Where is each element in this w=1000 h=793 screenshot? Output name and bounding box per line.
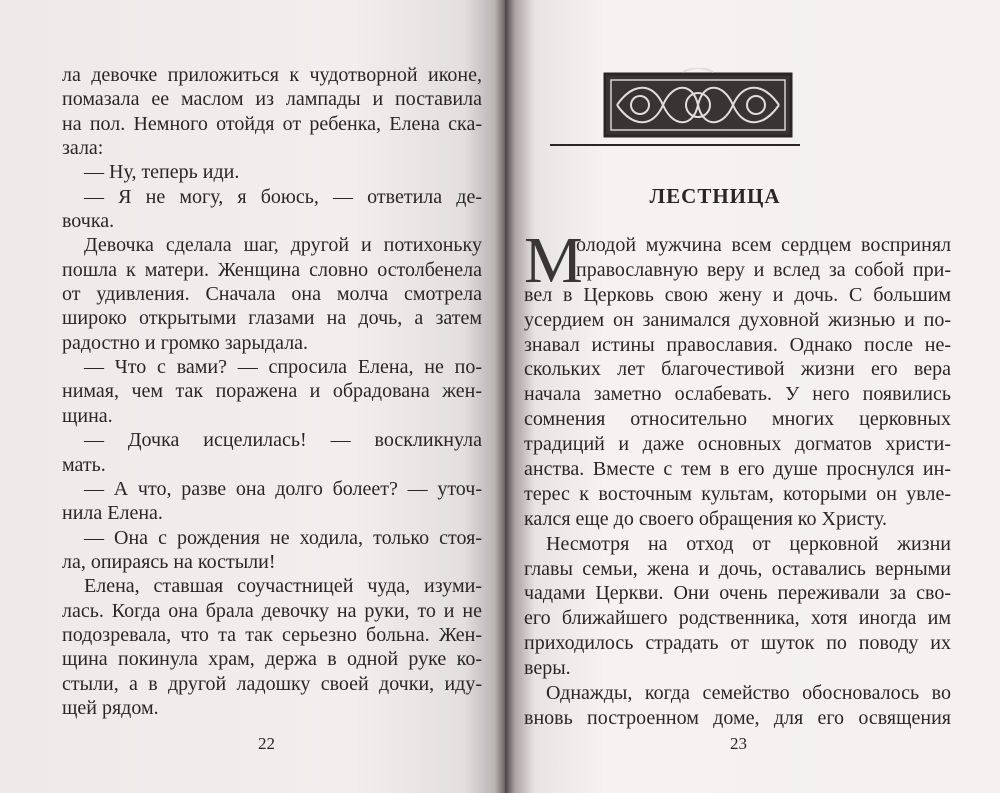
right-page-text xyxy=(524,224,951,731)
text-line: — Я не могу, я боюсь, — ответила де- xyxy=(84,185,482,208)
text-line: чадами Церкви. Они очень переживали за сво- xyxy=(524,582,951,605)
text-line: от удивления. Сначала она молча смотрела xyxy=(62,283,482,306)
title-rule xyxy=(550,144,800,146)
text-line: усердием он занимался духовной жизнью и по- xyxy=(524,308,951,331)
text-line: анства. Вместе с тем в его душе проснулся ин- xyxy=(524,458,951,481)
text-line: радостно и громко зарыдала. xyxy=(62,331,309,354)
text-line: нила Елена. xyxy=(62,502,163,525)
drop-cap: М xyxy=(524,224,583,297)
right-page xyxy=(505,0,1000,793)
page-number: 22 xyxy=(258,734,275,753)
text-line: — Она с рождения не ходила, только стоя- xyxy=(84,526,482,549)
page-number: 23 xyxy=(730,734,747,753)
text-line: Елена, ставшая соучастницей чуда, изуми- xyxy=(84,575,482,598)
text-line: — А что, разве она долго болеет? — уточ- xyxy=(84,477,482,500)
text-line: терес к восточным культам, которыми он увле- xyxy=(524,482,951,505)
left-page-text xyxy=(62,63,482,720)
text-line: знавал истины православия. Однако после не- xyxy=(524,333,951,356)
text-line: ла, опираясь на костыли! xyxy=(62,550,276,573)
knotwork-ornament-icon xyxy=(603,68,793,142)
text-line: нимая, чем так поражена и обрадована жен- xyxy=(62,380,482,403)
text-line: помазала ее маслом из лампады и поставила xyxy=(62,88,482,111)
text-line: скольких лет благочестивой жизни его вера xyxy=(524,358,951,381)
text-line: главы семьи, жена и дочь, оставались верными xyxy=(524,557,951,580)
text-line: щина покинула храм, держа в одной руке ко- xyxy=(62,648,482,671)
text-line: на пол. Немного отойдя от ребенка, Елена ска- xyxy=(62,112,482,135)
text-line: его ближайшего родственника, хотя иногда им xyxy=(524,607,951,630)
text-line: щей рядом. xyxy=(62,696,159,719)
text-line: вочка. xyxy=(62,210,115,233)
text-line: вновь построенном доме, для его освящения xyxy=(524,706,951,729)
text-line: щина. xyxy=(62,404,113,427)
text-line: вел в Церковь свою жену и дочь. С большим xyxy=(524,283,951,306)
text-line: кался еще до своего обращения ко Христу. xyxy=(524,507,887,530)
text-line: мать. xyxy=(62,453,106,476)
text-line: ла девочке приложиться к чудотворной иконе, xyxy=(62,64,482,86)
text-line: веры. xyxy=(524,657,571,680)
text-line: — Ну, теперь иди. xyxy=(84,161,240,184)
text-line: пошла к матери. Женщина словно остолбенела xyxy=(62,258,482,281)
text-line: Девочка сделала шаг, другой и потихоньку xyxy=(84,234,482,257)
text-line: традиций и даже основных догматов христи- xyxy=(524,433,951,456)
text-line: православную веру и вслед за собой при- xyxy=(576,258,951,281)
text-line: подозревала, что та так серьезно больна. Жен- xyxy=(62,623,482,646)
text-line: сомнения относительно многих церковных xyxy=(524,408,951,431)
text-line: Однажды, когда семейство обосновалось во xyxy=(546,682,951,705)
text-line: — Что с вами? — спросила Елена, не по- xyxy=(84,356,482,379)
text-line: — Дочка исцелилась! — воскликнула xyxy=(84,429,482,452)
text-line: широко открытыми глазами на дочь, а затем xyxy=(62,307,482,330)
text-line: зала: xyxy=(62,137,104,160)
chapter-title: ЛЕСТНИЦА xyxy=(649,184,781,208)
text-line: начала заметно ослабевать. У него появились xyxy=(524,383,951,406)
text-line: лась. Когда она брала девочку на руки, то и не xyxy=(62,599,482,622)
text-line: стыли, а в другой ладошку своей дочки, иду- xyxy=(62,672,482,695)
text-line: приходилось страдать от шуток по поводу их xyxy=(524,632,951,655)
text-line: олодой мужчина всем сердцем воспринял xyxy=(576,234,951,256)
text-line: Несмотря на отход от церковной жизни xyxy=(546,532,951,555)
